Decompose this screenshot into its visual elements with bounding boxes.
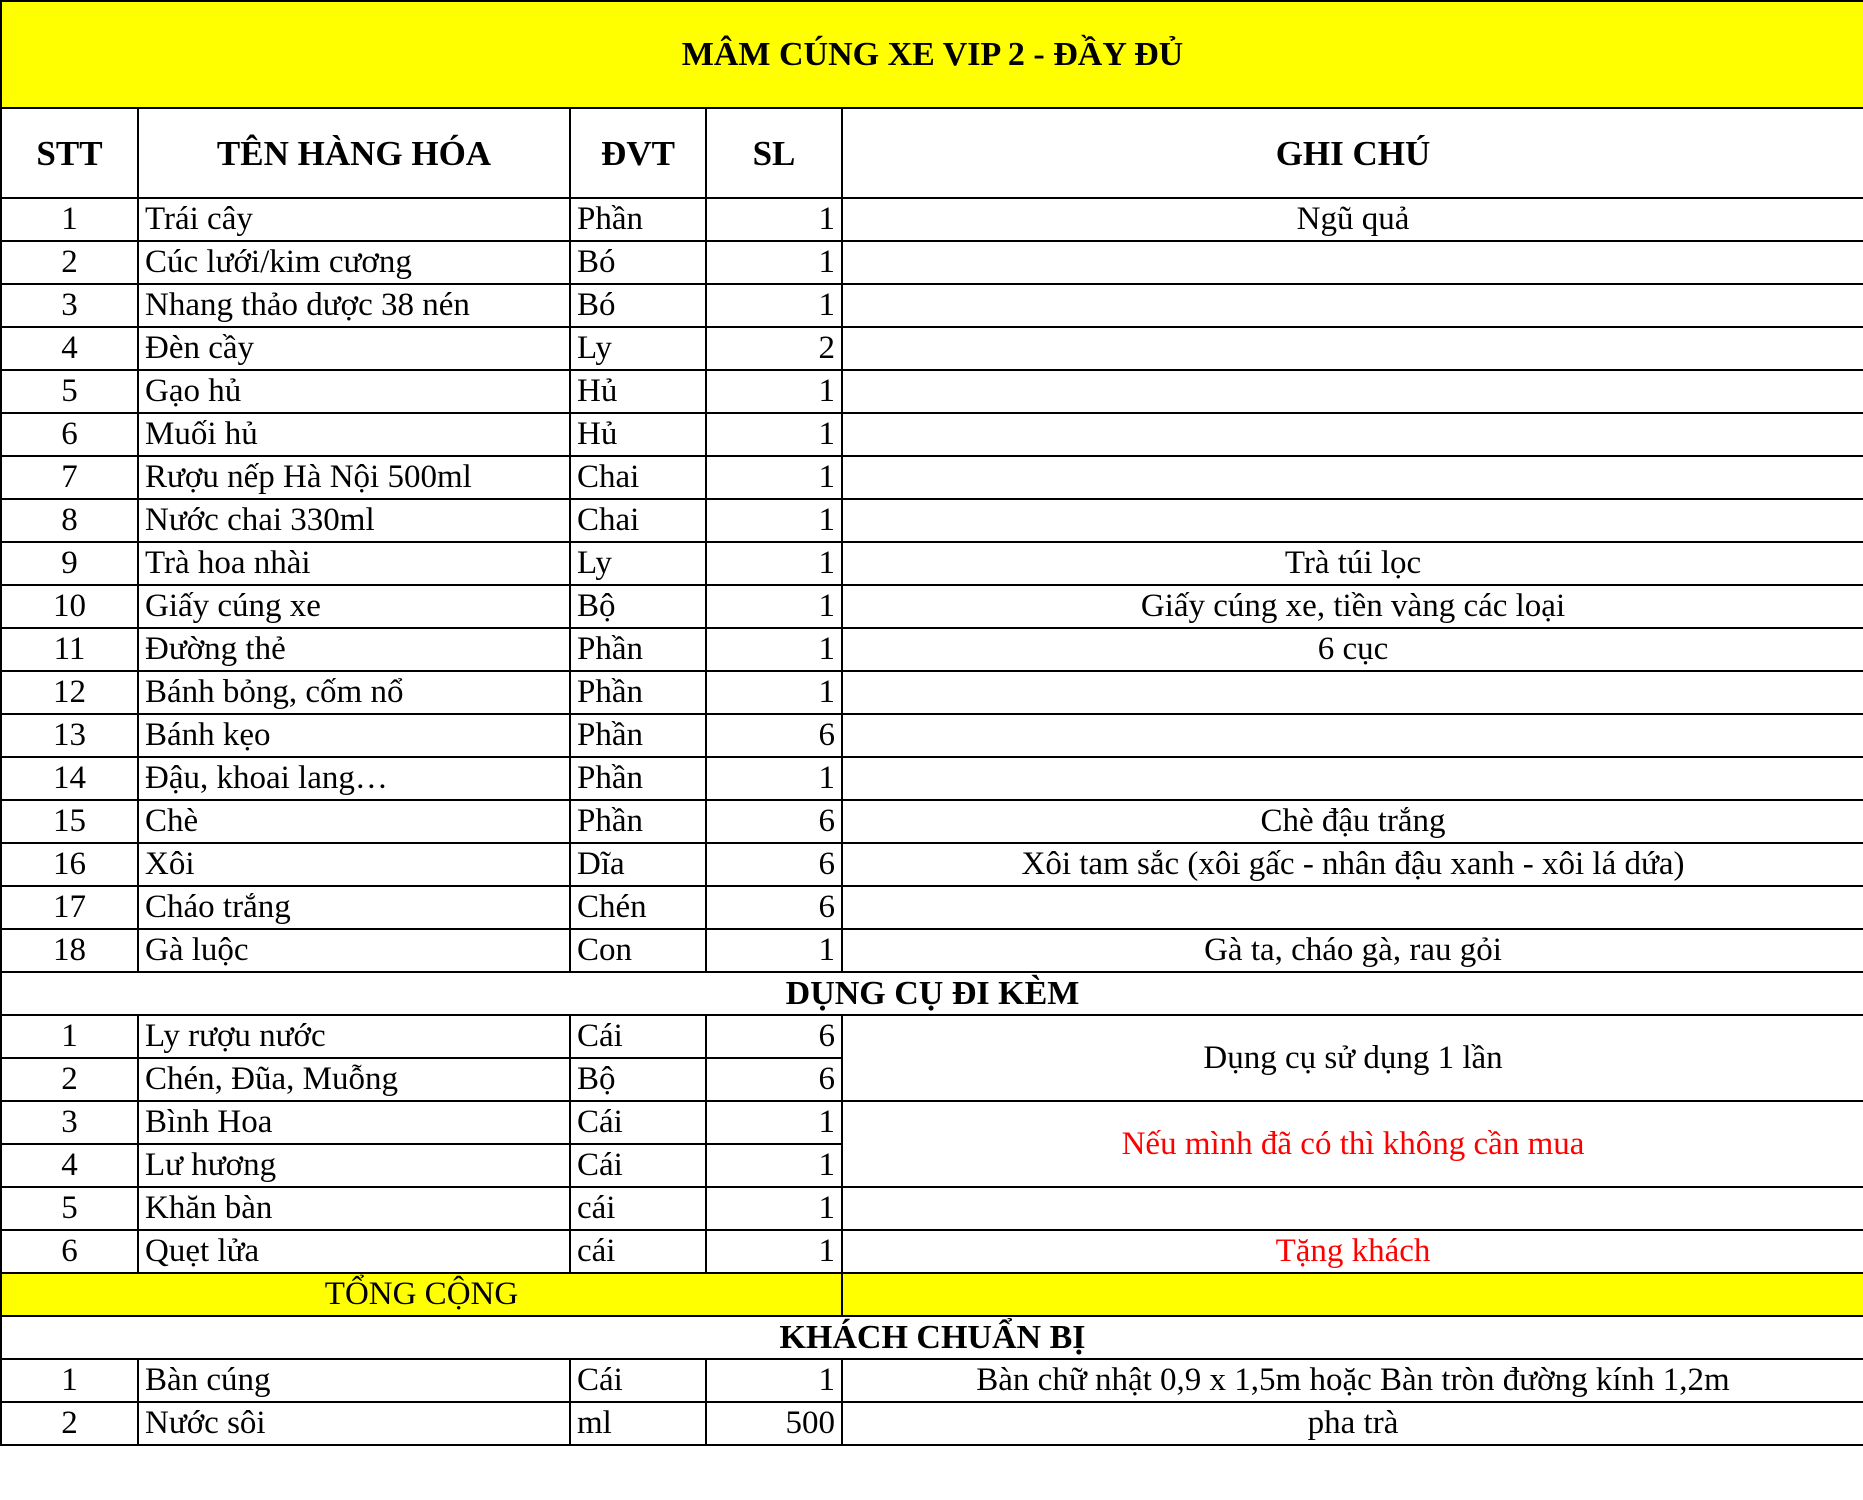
cell-qty: 1	[706, 370, 842, 413]
cell-stt: 6	[1, 413, 138, 456]
cell-name: Cháo trắng	[138, 886, 570, 929]
cell-stt: 12	[1, 671, 138, 714]
table-row	[1, 714, 1863, 757]
cell-stt: 2	[1, 1058, 138, 1101]
table-row	[1, 929, 1863, 972]
cell-name: Xôi	[138, 843, 570, 886]
cell-name: Trà hoa nhài	[138, 542, 570, 585]
table-row	[1, 499, 1863, 542]
cell-unit: Phần	[570, 757, 706, 800]
cell-stt: 1	[1, 1015, 138, 1058]
header-note: GHI CHÚ	[842, 108, 1863, 198]
cell-stt: 18	[1, 929, 138, 972]
cell-stt: 4	[1, 327, 138, 370]
cell-note	[842, 241, 1863, 284]
table-row	[1, 1101, 1863, 1144]
cell-qty: 1	[706, 671, 842, 714]
table-row	[1, 456, 1863, 499]
cell-unit: Chai	[570, 456, 706, 499]
cell-stt: 2	[1, 241, 138, 284]
section-title-tools: DỤNG CỤ ĐI KÈM	[1, 972, 1863, 1015]
cell-qty: 1	[706, 284, 842, 327]
cell-qty: 1	[706, 499, 842, 542]
cell-stt: 5	[1, 1187, 138, 1230]
table-row	[1, 1230, 1863, 1273]
cell-stt: 3	[1, 284, 138, 327]
cell-name: Đậu, khoai lang…	[138, 757, 570, 800]
cell-qty: 6	[706, 1015, 842, 1058]
table-row	[1, 757, 1863, 800]
cell-note	[842, 714, 1863, 757]
cell-name: Ly rượu nước	[138, 1015, 570, 1058]
table-row	[1, 886, 1863, 929]
cell-unit: cái	[570, 1230, 706, 1273]
cell-note	[842, 671, 1863, 714]
cell-unit: Phần	[570, 714, 706, 757]
table-row	[1, 198, 1863, 241]
cell-unit: Con	[570, 929, 706, 972]
cell-name: Muối hủ	[138, 413, 570, 456]
header-unit: ĐVT	[570, 108, 706, 198]
cell-unit: Ly	[570, 327, 706, 370]
cell-note: Bàn chữ nhật 0,9 x 1,5m hoặc Bàn tròn đường kính 1,2m	[842, 1359, 1863, 1402]
cell-stt: 17	[1, 886, 138, 929]
cell-qty: 1	[706, 1359, 842, 1402]
cell-stt: 1	[1, 198, 138, 241]
cell-stt: 13	[1, 714, 138, 757]
cell-note: Xôi tam sắc (xôi gấc - nhân đậu xanh - xôi lá dứa)	[842, 843, 1863, 886]
cell-qty: 1	[706, 542, 842, 585]
cell-unit: Cái	[570, 1359, 706, 1402]
cell-stt: 1	[1, 1359, 138, 1402]
cell-unit: Phần	[570, 671, 706, 714]
cell-name: Chén, Đũa, Muỗng	[138, 1058, 570, 1101]
table-row	[1, 542, 1863, 585]
cell-name: Giấy cúng xe	[138, 585, 570, 628]
cell-name: Bàn cúng	[138, 1359, 570, 1402]
section-row-customer	[1, 1316, 1863, 1359]
cell-unit: Dĩa	[570, 843, 706, 886]
cell-name: Cúc lưới/kim cương	[138, 241, 570, 284]
cell-unit: Cái	[570, 1015, 706, 1058]
cell-unit: Cái	[570, 1101, 706, 1144]
cell-qty: 1	[706, 585, 842, 628]
cell-qty: 1	[706, 413, 842, 456]
cell-note: Gà ta, cháo gà, rau gỏi	[842, 929, 1863, 972]
cell-unit: Cái	[570, 1144, 706, 1187]
cell-unit: cái	[570, 1187, 706, 1230]
cell-note	[842, 370, 1863, 413]
cell-note: 6 cục	[842, 628, 1863, 671]
cell-name: Lư hương	[138, 1144, 570, 1187]
cell-note	[842, 327, 1863, 370]
cell-unit: Ly	[570, 542, 706, 585]
section-row-tools	[1, 972, 1863, 1015]
cell-name: Khăn bàn	[138, 1187, 570, 1230]
cell-name: Bánh bỏng, cốm nổ	[138, 671, 570, 714]
table-row	[1, 1187, 1863, 1230]
total-row	[1, 1273, 1863, 1316]
cell-unit: Phần	[570, 628, 706, 671]
cell-unit: Hủ	[570, 370, 706, 413]
cell-unit: Bó	[570, 241, 706, 284]
cell-unit: ml	[570, 1402, 706, 1445]
table-row	[1, 370, 1863, 413]
cell-note	[842, 499, 1863, 542]
cell-qty: 500	[706, 1402, 842, 1445]
cell-stt: 16	[1, 843, 138, 886]
cell-qty: 1	[706, 1101, 842, 1144]
cell-name: Đèn cầy	[138, 327, 570, 370]
cell-qty: 1	[706, 757, 842, 800]
table-title: MÂM CÚNG XE VIP 2 - ĐẦY ĐỦ	[1, 1, 1863, 108]
cell-name: Chè	[138, 800, 570, 843]
cell-note	[842, 413, 1863, 456]
cell-name: Rượu nếp Hà Nội 500ml	[138, 456, 570, 499]
table-row	[1, 1015, 1863, 1058]
cell-qty: 6	[706, 843, 842, 886]
cell-name: Quẹt lửa	[138, 1230, 570, 1273]
cell-stt: 10	[1, 585, 138, 628]
cell-qty: 1	[706, 241, 842, 284]
cell-qty: 1	[706, 1187, 842, 1230]
cell-stt: 7	[1, 456, 138, 499]
cell-stt: 4	[1, 1144, 138, 1187]
table-row	[1, 671, 1863, 714]
cell-unit: Chai	[570, 499, 706, 542]
cell-note	[842, 1187, 1863, 1230]
total-value	[842, 1273, 1863, 1316]
cell-qty: 1	[706, 929, 842, 972]
cell-unit: Bộ	[570, 1058, 706, 1101]
cell-note: Chè đậu trắng	[842, 800, 1863, 843]
cell-note: Ngũ quả	[842, 198, 1863, 241]
cell-qty: 1	[706, 456, 842, 499]
cell-note	[842, 456, 1863, 499]
cell-stt: 11	[1, 628, 138, 671]
cell-stt: 15	[1, 800, 138, 843]
cell-unit: Bộ	[570, 585, 706, 628]
cell-note: Giấy cúng xe, tiền vàng các loại	[842, 585, 1863, 628]
cell-note-no-need: Nếu mình đã có thì không cần mua	[842, 1101, 1863, 1187]
cell-stt: 9	[1, 542, 138, 585]
cell-qty: 1	[706, 1230, 842, 1273]
table-row	[1, 585, 1863, 628]
cell-name: Bình Hoa	[138, 1101, 570, 1144]
table-row	[1, 628, 1863, 671]
table-row	[1, 327, 1863, 370]
cell-stt: 6	[1, 1230, 138, 1273]
cell-qty: 1	[706, 1144, 842, 1187]
cell-unit: Hủ	[570, 413, 706, 456]
cell-note: Trà túi lọc	[842, 542, 1863, 585]
table-row	[1, 284, 1863, 327]
cell-name: Nhang thảo dược 38 nén	[138, 284, 570, 327]
header-qty: SL	[706, 108, 842, 198]
cell-qty: 6	[706, 714, 842, 757]
cell-stt: 14	[1, 757, 138, 800]
cell-qty: 1	[706, 628, 842, 671]
table-row	[1, 843, 1863, 886]
cell-note	[842, 886, 1863, 929]
cell-stt: 5	[1, 370, 138, 413]
cell-stt: 8	[1, 499, 138, 542]
table-row	[1, 1359, 1863, 1402]
cell-stt: 2	[1, 1402, 138, 1445]
cell-qty: 1	[706, 198, 842, 241]
cell-note-single-use: Dụng cụ sử dụng 1 lần	[842, 1015, 1863, 1101]
table-row	[1, 413, 1863, 456]
cell-unit: Phần	[570, 198, 706, 241]
cell-qty: 6	[706, 1058, 842, 1101]
cell-name: Trái cây	[138, 198, 570, 241]
cell-name: Gà luộc	[138, 929, 570, 972]
cell-note: pha trà	[842, 1402, 1863, 1445]
cell-unit: Phần	[570, 800, 706, 843]
cell-name: Nước sôi	[138, 1402, 570, 1445]
table-row	[1, 241, 1863, 284]
cell-note	[842, 284, 1863, 327]
cell-name: Đường thẻ	[138, 628, 570, 671]
header-row	[1, 108, 1863, 198]
cell-name: Gạo hủ	[138, 370, 570, 413]
cell-qty: 2	[706, 327, 842, 370]
cell-qty: 6	[706, 886, 842, 929]
cell-qty: 6	[706, 800, 842, 843]
table-row	[1, 1402, 1863, 1445]
cell-name: Bánh kẹo	[138, 714, 570, 757]
header-name: TÊN HÀNG HÓA	[138, 108, 570, 198]
table-row	[1, 800, 1863, 843]
cell-stt: 3	[1, 1101, 138, 1144]
total-label: TỔNG CỘNG	[1, 1273, 842, 1316]
cell-unit: Chén	[570, 886, 706, 929]
cell-unit: Bó	[570, 284, 706, 327]
cell-note	[842, 757, 1863, 800]
cell-name: Nước chai 330ml	[138, 499, 570, 542]
section-title-customer: KHÁCH CHUẨN BỊ	[1, 1316, 1863, 1359]
header-stt: STT	[1, 108, 138, 198]
cell-note-gift: Tặng khách	[842, 1230, 1863, 1273]
title-row	[1, 1, 1863, 108]
